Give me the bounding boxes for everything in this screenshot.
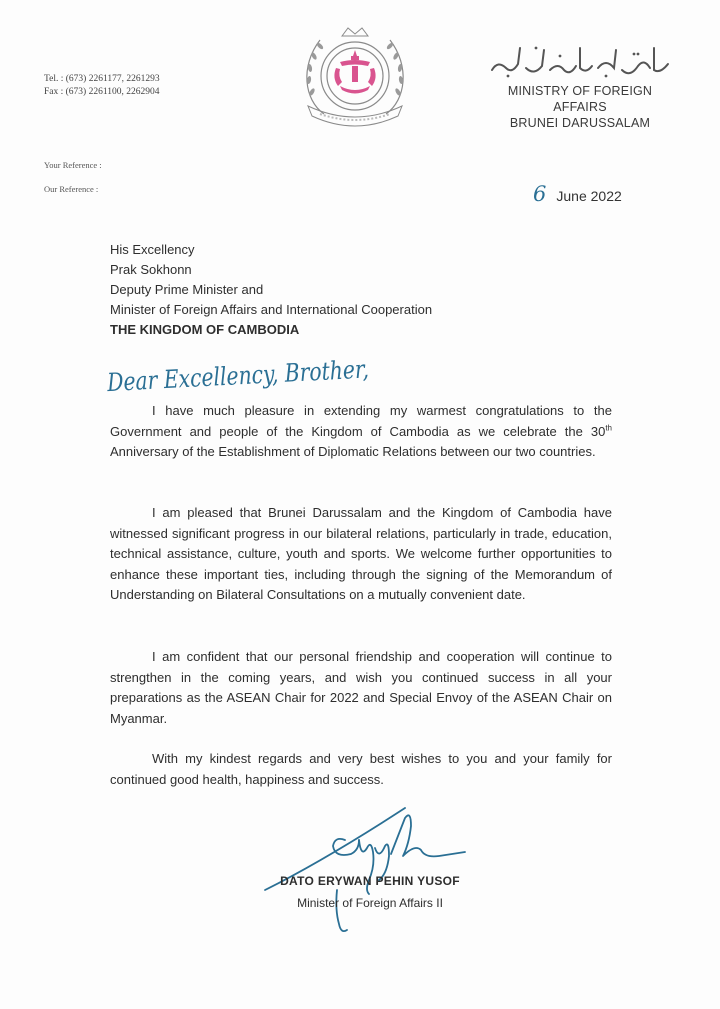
body-paragraph-1: I have much pleasure in extending my warmest congratulations to the Government and people of the Kingdom of Cambodia as we celebrate the 30th Anniversary of the Establishment of Diplomatic Relations between our two countries. bbox=[110, 403, 612, 459]
our-reference-label: Our Reference : bbox=[44, 184, 99, 194]
recipient-line-4: Minister of Foreign Affairs and International Cooperation bbox=[110, 302, 433, 317]
date-month-year: June 2022 bbox=[556, 188, 622, 204]
handwritten-signature bbox=[255, 800, 480, 940]
contact-block bbox=[44, 73, 160, 99]
signatory-name: DATO ERYWAN PEHIN YUSOF bbox=[280, 874, 460, 888]
salutation-text: Dear Excellency, Brother, bbox=[106, 351, 430, 398]
body-paragraph-3: I am confident that our personal friendship and cooperation will continue to strengthen in the coming years, and wish you continued success in all your preparations as the ASEAN Chair for 2022 and Special Envoy of the ASEAN Chair on Myanmar. bbox=[110, 649, 612, 726]
recipient-line-1: His Excellency bbox=[110, 242, 195, 257]
ministry-line-1: MINISTRY OF FOREIGN AFFAIRS bbox=[507, 84, 653, 114]
handwritten-salutation bbox=[103, 351, 430, 400]
body-paragraph-4: With my kindest regards and very best wishes to you and your family for continued good health, happiness and success. bbox=[110, 751, 612, 787]
ministry-line-2: BRUNEI DARUSSALAM bbox=[509, 116, 651, 130]
your-reference-label: Your Reference : bbox=[44, 160, 102, 170]
telephone-line: Tel. : (673) 2261177, 2261293 bbox=[44, 74, 160, 84]
recipient-line-2: Prak Sokhonn bbox=[110, 262, 192, 277]
recipient-address bbox=[110, 240, 432, 340]
recipient-line-3: Deputy Prime Minister and bbox=[110, 282, 264, 297]
body-paragraph-2: I am pleased that Brunei Darussalam and the Kingdom of Cambodia have witnessed significant progress in our bilateral relations, particularly in trade, education, technical assistance, culture, youth and sports. We welcome further opportunities to enhance these important ties, including through the signing of the Memorandum of Understanding on Bilateral Consultations on a mutually convenient date. bbox=[110, 505, 612, 602]
recipient-line-5: THE KINGDOM OF CAMBODIA bbox=[110, 322, 300, 337]
fax-line: Fax : (673) 2261100, 2262904 bbox=[44, 87, 160, 97]
letter-date bbox=[533, 182, 622, 206]
brunei-crest-icon bbox=[290, 22, 420, 134]
ministry-name bbox=[482, 83, 678, 131]
date-day-handwritten: 6 bbox=[533, 182, 547, 206]
ministry-jawi-wordmark bbox=[488, 40, 672, 82]
signatory-title: Minister of Foreign Affairs II bbox=[297, 896, 443, 910]
